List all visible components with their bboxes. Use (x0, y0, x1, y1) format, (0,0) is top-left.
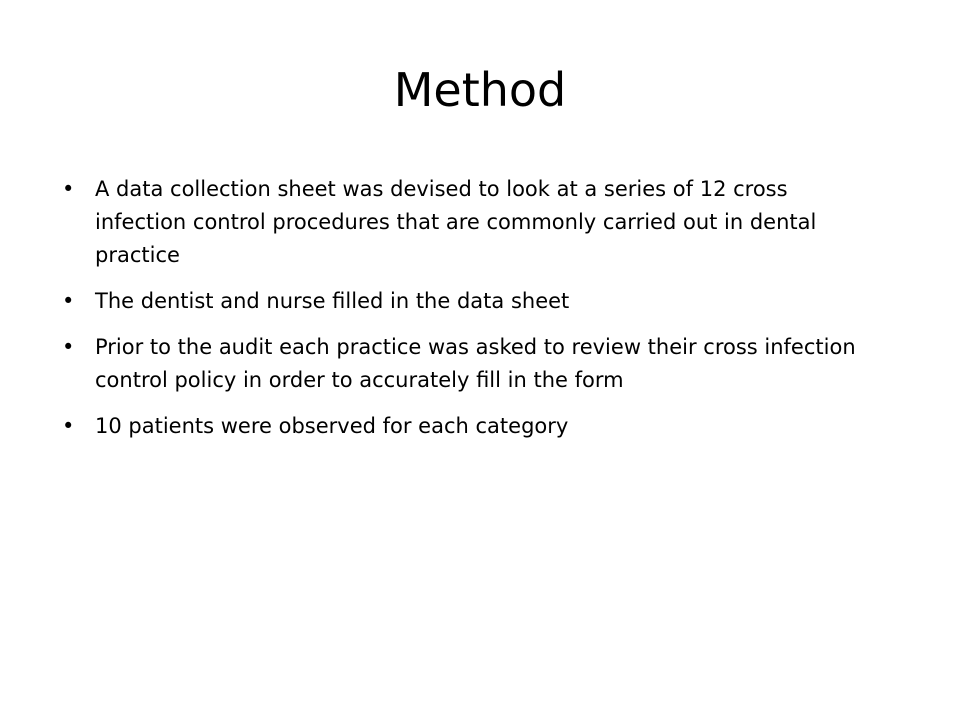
bullet-list (62, 173, 862, 456)
bullet-text: Prior to the audit each practice was asked to review their cross infection control policy in order to accurately fill in the form (95, 335, 856, 392)
bullet-item (62, 410, 862, 443)
bullet-item (62, 331, 862, 397)
bullet-text: 10 patients were observed for each category (95, 414, 569, 438)
bullet-icon: • (62, 335, 75, 359)
bullet-text: The dentist and nurse filled in the data sheet (95, 289, 570, 313)
bullet-icon: • (62, 414, 75, 438)
slide-title: Method (393, 63, 567, 117)
bullet-icon: • (62, 177, 75, 201)
bullet-icon: • (62, 289, 75, 313)
bullet-item (62, 285, 862, 318)
bullet-item (62, 173, 862, 272)
bullet-text: A data collection sheet was devised to look at a series of 12 cross infection control procedures that are commonly carried out in dental practice (95, 177, 817, 267)
